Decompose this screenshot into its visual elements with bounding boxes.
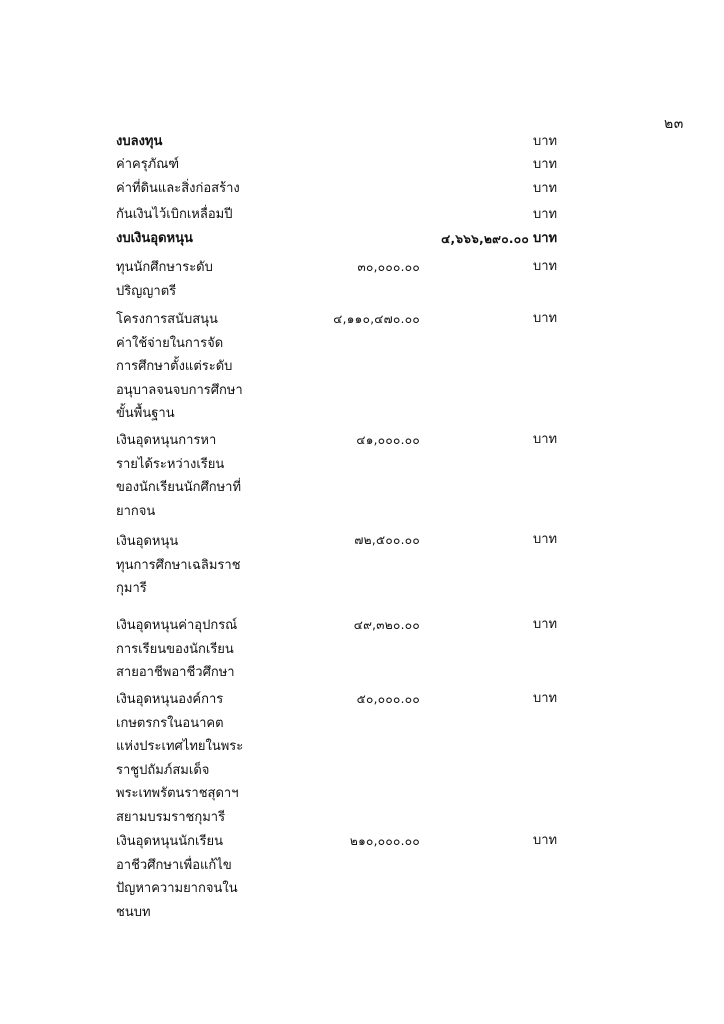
row-unit: บาท bbox=[533, 181, 558, 196]
subsidy-total-amount: ๔,๖๖๖,๒๙๐.๐๐ bbox=[441, 232, 529, 246]
item-line: ยากจน bbox=[116, 503, 156, 519]
row-unit: บาท bbox=[533, 231, 558, 246]
row-label-land-buildings: ค่าที่ดินและสิ่งก่อสร้าง bbox=[116, 181, 240, 196]
item-unit: บาท bbox=[533, 617, 558, 632]
item-unit: บาท bbox=[533, 432, 558, 447]
item-unit: บาท bbox=[533, 833, 558, 848]
item-line: สายอาชีพอาชีวศึกษา bbox=[116, 665, 235, 680]
row-label-investment-budget: งบลงทุน bbox=[116, 134, 163, 149]
item-line: โครงการสนับสนุน bbox=[116, 312, 218, 327]
row-label-equipment: ค่าครุภัณฑ์ bbox=[116, 157, 180, 172]
row-label-subsidy-budget: งบเงินอุดหนุน bbox=[116, 231, 193, 246]
item-line: การศึกษาตั้งแต่ระดับ bbox=[116, 359, 233, 374]
row-unit: บาท bbox=[533, 207, 558, 222]
item-line: สยามบรมราชกุมารี bbox=[116, 809, 226, 825]
item-line: เงินอุดหนุนการหา bbox=[116, 433, 217, 448]
item-line: อนุบาลจนจบการศึกษา bbox=[116, 382, 243, 398]
item-amount: ๔๑,๐๐๐.๐๐ bbox=[356, 433, 420, 447]
row-unit: บาท bbox=[533, 134, 558, 149]
item-line: เงินอุดหนุนนักเรียน bbox=[116, 834, 223, 849]
item-line: เงินอุดหนุนค่าอุปกรณ์ bbox=[116, 618, 238, 633]
item-amount: ๕๐,๐๐๐.๐๐ bbox=[356, 692, 420, 706]
item-line: ขั้นพื้นฐาน bbox=[116, 406, 175, 421]
item-unit: บาท bbox=[533, 311, 558, 326]
item-line: กุมารี bbox=[116, 581, 147, 596]
item-line: ของนักเรียนนักศึกษาที่ bbox=[116, 480, 242, 495]
item-description bbox=[116, 256, 256, 303]
item-line: แห่งประเทศไทยในพระ bbox=[116, 739, 244, 754]
item-description bbox=[116, 688, 256, 829]
item-amount: ๗๒,๕๐๐.๐๐ bbox=[354, 533, 420, 547]
item-unit: บาท bbox=[533, 532, 558, 547]
item-unit: บาท bbox=[533, 259, 558, 274]
item-line: ค่าใช้จ่ายในการจัด bbox=[116, 335, 224, 351]
item-line: ราชูปถัมภ์สมเด็จ bbox=[116, 762, 210, 778]
item-line: เกษตรกรในอนาคต bbox=[116, 715, 224, 731]
item-line: ชนบท bbox=[116, 904, 151, 920]
item-line: ปัญหาความยากจนใน bbox=[116, 881, 238, 896]
item-description bbox=[116, 614, 256, 685]
item-line: พระเทพรัตนราชสุดาฯ bbox=[116, 786, 239, 801]
item-amount: ๔๙,๓๒๐.๐๐ bbox=[353, 618, 420, 632]
item-unit: บาท bbox=[533, 691, 558, 706]
item-line: เงินอุดหนุนองค์การ bbox=[116, 692, 224, 707]
item-line: ปริญญาตรี bbox=[116, 283, 177, 299]
item-description bbox=[116, 429, 256, 523]
item-line: การเรียนของนักเรียน bbox=[116, 641, 234, 657]
item-line: รายได้ระหว่างเรียน bbox=[116, 456, 225, 472]
item-line: ทุนการศึกษาเฉลิมราช bbox=[116, 557, 241, 573]
item-amount: ๔,๑๑๐,๔๗๐.๐๐ bbox=[333, 312, 420, 326]
item-description bbox=[116, 830, 256, 924]
item-line: เงินอุดหนุน bbox=[116, 534, 179, 549]
item-description bbox=[116, 530, 256, 601]
item-amount: ๓๐,๐๐๐.๐๐ bbox=[357, 260, 420, 274]
row-label-carryover: กันเงินไว้เบิกเหลื่อมปี bbox=[116, 207, 233, 222]
item-amount: ๒๑๐,๐๐๐.๐๐ bbox=[349, 834, 420, 848]
item-line: ทุนนักศึกษาระดับ bbox=[116, 260, 213, 275]
row-unit: บาท bbox=[533, 157, 558, 172]
item-line: อาชีวศึกษาเพื่อแก้ไข bbox=[116, 857, 232, 873]
page-number: ๒๓ bbox=[664, 116, 684, 132]
item-description bbox=[116, 308, 256, 426]
